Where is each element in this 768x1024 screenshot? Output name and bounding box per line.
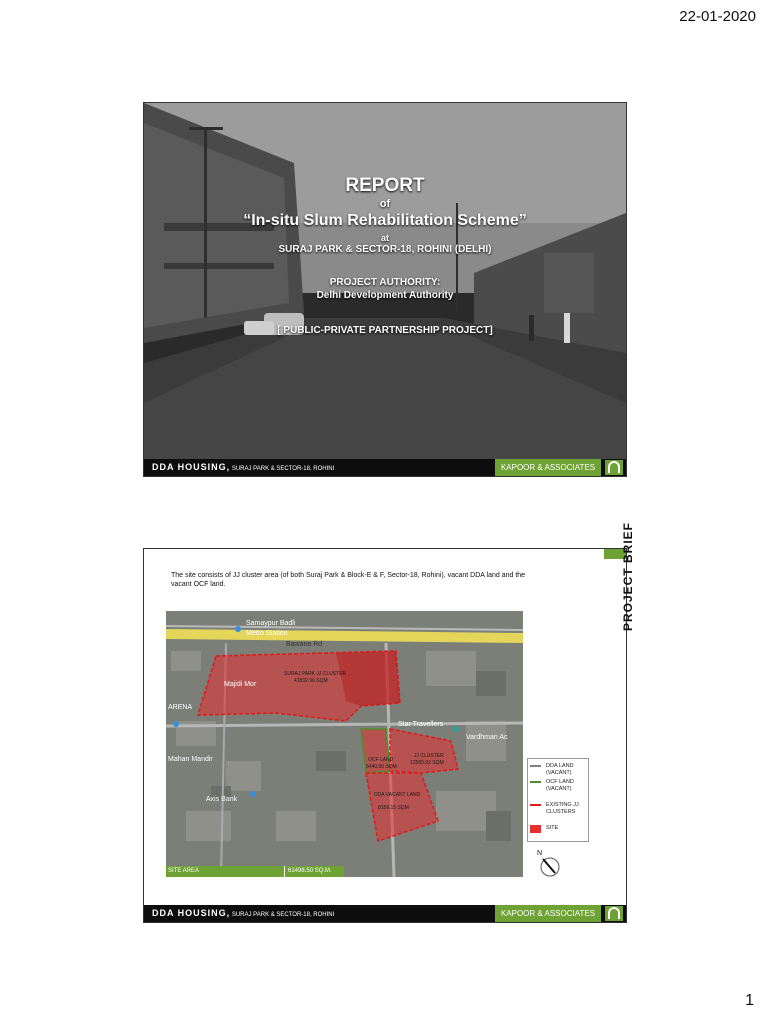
map-label-ocf: OCF LAND: [368, 757, 394, 763]
map-label-road: Bawana Rd: [286, 641, 323, 648]
compass-label: N: [537, 850, 543, 857]
legend-swatch-site: [530, 825, 541, 833]
legend-label: SITE: [546, 825, 559, 831]
page-date: 22-01-2020: [679, 8, 756, 25]
footer-brand-sub: SURAJ PARK & SECTOR-18, ROHINI: [230, 466, 335, 472]
map-label-ocf-area: 5440.00 SQM: [366, 764, 397, 770]
legend-label: OCF LAND (VACANT): [546, 779, 574, 792]
report-of: of: [379, 198, 391, 210]
legend-swatch-dda: [530, 765, 541, 767]
site-area-label: SITE AREA: [166, 866, 343, 877]
site-description: The site consists of JJ cluster area (of both Suraj Park & Block-E & F, Sector-18, Rohini), vacant DDA land and the vacant OCF land.: [171, 572, 526, 588]
map-label-metro2: Metro Station: [246, 630, 288, 637]
scheme-name: “In-situ Slum Rehabilitation Scheme”: [243, 212, 527, 229]
footer-brand-main: DDA HOUSING,: [152, 908, 231, 918]
legend-swatch-jj: [530, 804, 541, 806]
slide-footer: [144, 905, 626, 922]
firm-logo-icon: [605, 460, 623, 475]
map-label-place6: Vardhman Ac: [466, 734, 508, 741]
title-slide: [143, 102, 627, 477]
partnership-label: [ PUBLIC-PRIVATE PARTNERSHIP PROJECT]: [277, 325, 493, 336]
legend-label: EXISTING JJ CLUSTERS: [546, 802, 579, 815]
map-label-place1: Majidi Mor: [224, 681, 257, 688]
report-title-block: [204, 175, 566, 336]
authority-name: Delhi Development Authority: [316, 290, 454, 301]
report-location: SURAJ PARK & SECTOR-18, ROHINI (DELHI): [278, 244, 492, 255]
north-compass-icon: [535, 847, 561, 879]
map-label-place2: ARENA: [168, 704, 193, 711]
legend-swatch-ocf: [530, 781, 541, 783]
map-label-dda: DDA VACANT LAND: [374, 792, 421, 798]
report-at: at: [380, 233, 389, 243]
map-label-place4: Axis Bank: [206, 796, 238, 803]
slide-footer: [144, 459, 626, 476]
footer-brand-sub: SURAJ PARK & SECTOR-18, ROHINI: [230, 912, 335, 918]
site-map: [166, 611, 523, 877]
map-legend: [527, 758, 589, 842]
map-label-place5: Star Travellers: [398, 721, 444, 728]
footer-brand: [152, 908, 334, 918]
map-label-suraj: SURAJ PARK JJ CLUSTER: [284, 671, 347, 677]
footer-brand: [152, 462, 334, 472]
footer-firm: KAPOOR & ASSOCIATES: [495, 905, 601, 922]
footer-brand-main: DDA HOUSING,: [152, 462, 231, 472]
map-label-dda-area: 8159.15 SQM: [378, 805, 409, 811]
report-title: REPORT: [345, 175, 425, 196]
map-label-metro: Samaypur Badli: [246, 620, 296, 627]
legend-label: DDA LAND (VACANT): [546, 763, 574, 776]
map-label-jj-area: 12565.92 SQM: [410, 760, 444, 766]
map-label-place3: Mahan Mandir: [168, 756, 213, 763]
map-label-suraj-area: 41832.96 SQM: [294, 678, 328, 684]
authority-label: PROJECT AUTHORITY:: [329, 277, 441, 288]
site-area-value: 61498.50 SQ.M.: [284, 866, 344, 877]
slide-heading: PROJECT BRIEF: [621, 521, 635, 631]
project-brief-slide: [143, 521, 635, 923]
footer-firm: KAPOOR & ASSOCIATES: [495, 459, 601, 476]
firm-logo-icon: [605, 906, 623, 921]
map-label-jj: JJ CLUSTER: [414, 753, 444, 759]
page-number: 1: [745, 992, 754, 1009]
